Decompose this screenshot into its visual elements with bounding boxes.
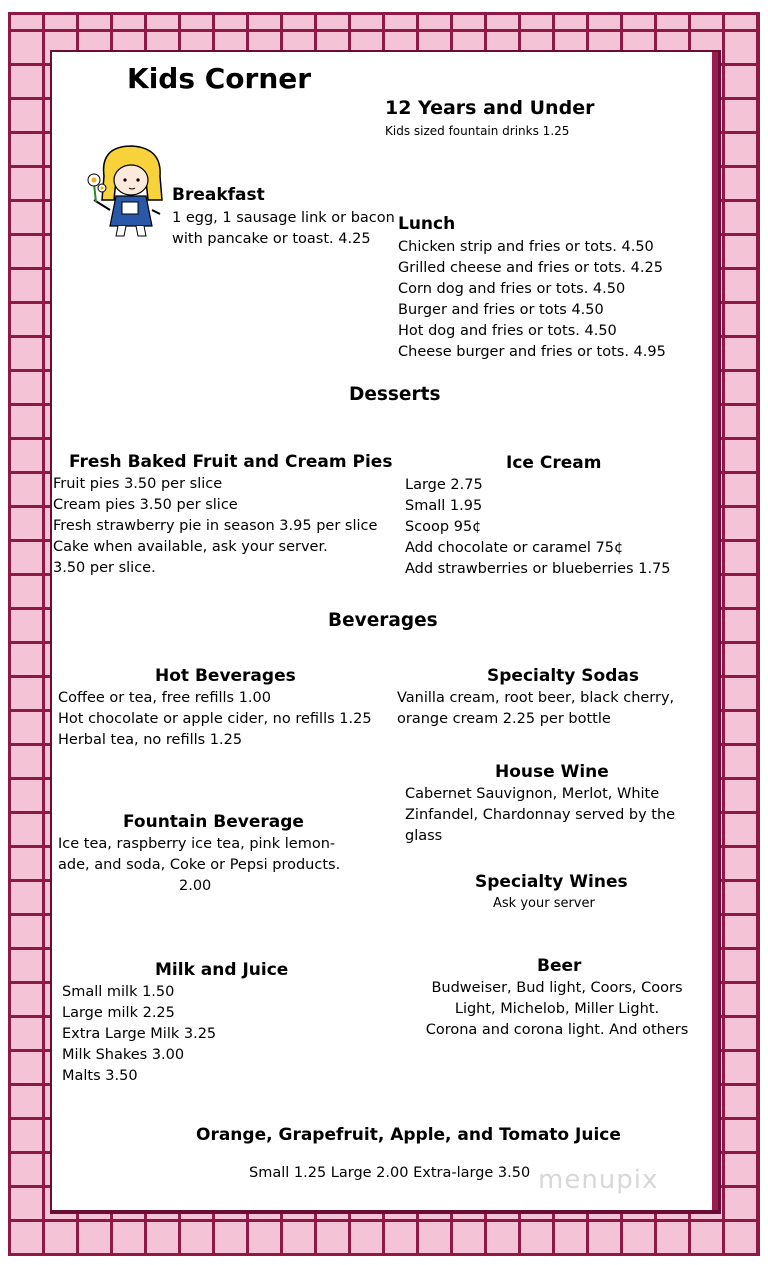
girl-mascot-icon <box>82 140 166 240</box>
specialty-sodas-heading: Specialty Sodas <box>487 666 639 686</box>
kids-drinks: Kids sized fountain drinks 1.25 <box>385 124 570 138</box>
milk-item: Small milk 1.50 <box>62 984 175 1000</box>
pies-item: Fresh strawberry pie in season 3.95 per slice <box>53 518 378 534</box>
watermark: menupix <box>538 1165 659 1195</box>
lunch-item: Corn dog and fries or tots. 4.50 <box>398 281 626 297</box>
pies-item: 3.50 per slice. <box>53 560 156 576</box>
lunch-item: Burger and fries or tots 4.50 <box>398 302 604 318</box>
beer-item: Budweiser, Bud light, Coors, Coors <box>431 980 683 996</box>
milk-juice-heading: Milk and Juice <box>155 960 289 980</box>
pies-item: Fruit pies 3.50 per slice <box>53 476 223 492</box>
juice-prices: Small 1.25 Large 2.00 Extra-large 3.50 <box>249 1165 531 1181</box>
hot-beverages-item: Coffee or tea, free refills 1.00 <box>58 690 271 706</box>
breakfast-heading: Breakfast <box>172 185 265 205</box>
pies-item: Cream pies 3.50 per slice <box>53 497 238 513</box>
ice-cream-heading: Ice Cream <box>506 453 602 473</box>
hot-beverages-item: Hot chocolate or apple cider, no refills 1.25 <box>58 711 372 727</box>
ice-cream-item: Add chocolate or caramel 75¢ <box>405 540 624 556</box>
house-wine-item: Zinfandel, Chardonnay served by the <box>405 807 676 823</box>
kids-heading: 12 Years and Under <box>385 97 595 119</box>
pies-heading: Fresh Baked Fruit and Cream Pies <box>69 452 393 472</box>
house-wine-item: glass <box>405 828 443 844</box>
specialty-wines-item: Ask your server <box>493 896 595 911</box>
specialty-wines-heading: Specialty Wines <box>475 872 628 892</box>
milk-item: Malts 3.50 <box>62 1068 138 1084</box>
ice-cream-item: Small 1.95 <box>405 498 483 514</box>
beer-heading: Beer <box>537 956 582 976</box>
house-wine-item: Cabernet Sauvignon, Merlot, White <box>405 786 660 802</box>
specialty-sodas-item: Vanilla cream, root beer, black cherry, <box>397 690 675 706</box>
milk-item: Large milk 2.25 <box>62 1005 175 1021</box>
milk-item: Milk Shakes 3.00 <box>62 1047 185 1063</box>
juice-heading: Orange, Grapefruit, Apple, and Tomato Juice <box>196 1125 621 1145</box>
fountain-item: 2.00 <box>179 878 212 894</box>
fountain-item: ade, and soda, Coke or Pepsi products. <box>58 857 341 873</box>
milk-item: Extra Large Milk 3.25 <box>62 1026 217 1042</box>
ice-cream-item: Large 2.75 <box>405 477 483 493</box>
beer-item: Corona and corona light. And others <box>425 1022 689 1038</box>
house-wine-heading: House Wine <box>495 762 609 782</box>
hot-beverages-item: Herbal tea, no refills 1.25 <box>58 732 243 748</box>
fountain-item: Ice tea, raspberry ice tea, pink lemon- <box>58 836 336 852</box>
fountain-heading: Fountain Beverage <box>123 812 304 832</box>
lunch-item: Hot dog and fries or tots. 4.50 <box>398 323 617 339</box>
specialty-sodas-item: orange cream 2.25 per bottle <box>397 711 611 727</box>
lunch-item: Cheese burger and fries or tots. 4.95 <box>398 344 666 360</box>
ice-cream-item: Add strawberries or blueberries 1.75 <box>405 561 671 577</box>
lunch-heading: Lunch <box>398 214 456 234</box>
ice-cream-item: Scoop 95¢ <box>405 519 482 535</box>
breakfast-line: 1 egg, 1 sausage link or bacon <box>172 210 395 226</box>
lunch-item: Chicken strip and fries or tots. 4.50 <box>398 239 654 255</box>
pies-item: Cake when available, ask your server. <box>53 539 328 555</box>
breakfast-line: with pancake or toast. 4.25 <box>172 231 371 247</box>
hot-beverages-heading: Hot Beverages <box>155 666 296 686</box>
beer-item: Light, Michelob, Miller Light. <box>454 1001 660 1017</box>
page-title: Kids Corner <box>127 62 312 95</box>
beverages-heading: Beverages <box>328 610 438 631</box>
desserts-heading: Desserts <box>349 384 441 405</box>
lunch-item: Grilled cheese and fries or tots. 4.25 <box>398 260 663 276</box>
